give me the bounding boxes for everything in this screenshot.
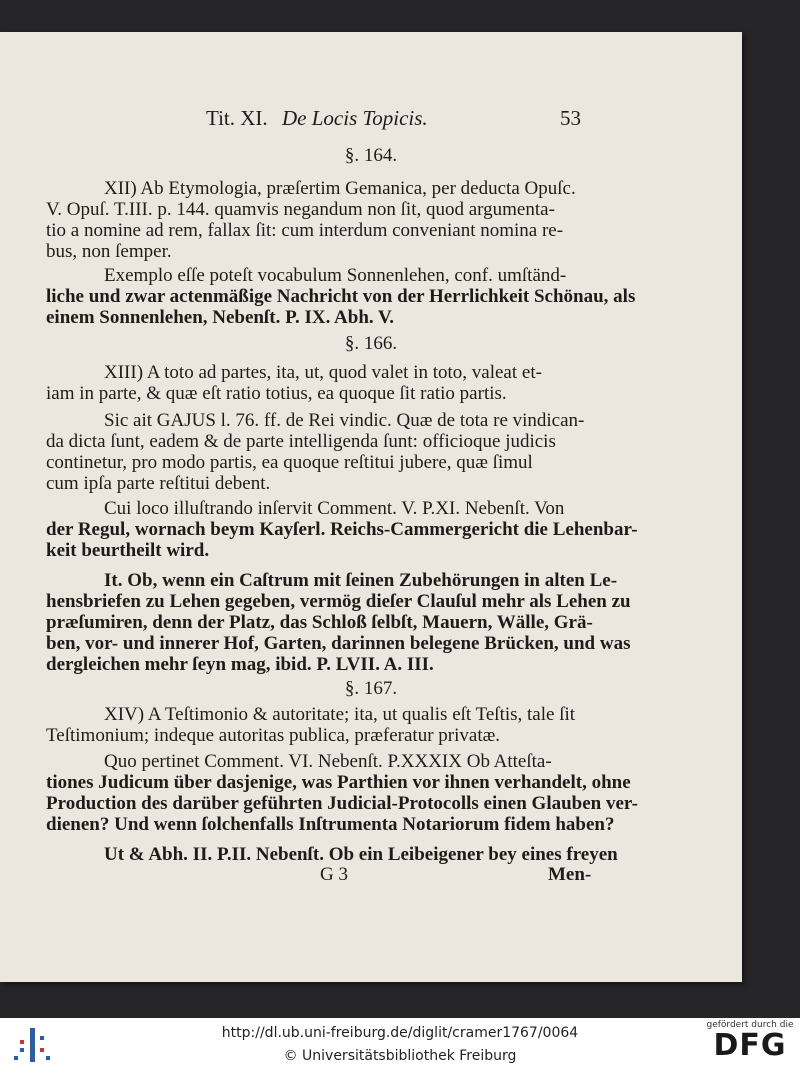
text-line: liche und zwar actenmäßige Nachricht von der Herrlichkeit Schönau, als: [46, 286, 636, 307]
text-line: V. Opuſ. T.III. p. 144. quamvis negandum non ſit, quod argumenta-: [46, 199, 555, 220]
book-page: [0, 32, 742, 982]
text-line: keit beurtheilt wird.: [46, 540, 210, 561]
copyright-notice: © Universitätsbibliothek Freiburg: [283, 1048, 517, 1064]
text-line: XIV) A Teſtimonio & autoritate; ita, ut qualis eſt Teſtis, tale ſit: [104, 704, 576, 725]
text-line: dienen? Und wenn ſolchenfalls Inſtrumenta Notariorum fidem haben?: [46, 814, 615, 835]
running-title-italic: De Locis Topicis.: [282, 106, 428, 130]
text-line: da dicta ſunt, eadem & de parte intelligenda ſunt: officioque judicis: [46, 431, 556, 452]
signature-mark: G 3: [320, 864, 348, 885]
text-line: Production des darüber geführten Judicial-Protocolls einen Glauben ver-: [46, 793, 638, 814]
text-line: cum ipſa parte reſtitui debent.: [46, 473, 271, 494]
page-number: 53: [560, 106, 581, 130]
text-line: Exemplo eſſe poteſt vocabulum Sonnenlehen, conf. umſtänd-: [104, 265, 567, 286]
section-heading: §. 164.: [344, 145, 398, 166]
text-line: continetur, pro modo partis, ea quoque reſtitui jubere, quæ ſimul: [46, 452, 533, 473]
text-line: XII) Ab Etymologia, præſertim Gemanica, per deducta Opuſc.: [104, 178, 576, 199]
text-line: bus, non ſemper.: [46, 241, 172, 262]
text-line: Sic ait GAJUS l. 76. ff. de Rei vindic. Quæ de tota re vindican-: [104, 410, 585, 431]
section-heading: §. 166.: [344, 333, 398, 354]
dfg-logo: [706, 1020, 794, 1068]
text-line: ben, vor- und innerer Hof, Garten, darinnen belegene Brücken, und was: [46, 633, 631, 654]
text-line: XIII) A toto ad partes, ita, ut, quod valet in toto, valeat et-: [104, 362, 542, 383]
source-url-link[interactable]: http://dl.ub.uni-freiburg.de/diglit/cramer1767/0064: [221, 1025, 579, 1041]
text-line: It. Ob, wenn ein Caſtrum mit ſeinen Zubehörungen in alten Le-: [104, 570, 618, 591]
text-line: Ut & Abh. II. P.II. Nebenſt. Ob ein Leibeigener bey eines freyen: [104, 844, 618, 865]
section-heading: §. 167.: [344, 678, 398, 699]
text-line: hensbriefen zu Lehen gegeben, vermög dieſer Clauſul mehr als Lehen zu: [46, 591, 631, 612]
text-line: dergleichen mehr ſeyn mag, ibid. P. LVII. A. III.: [46, 654, 434, 675]
text-line: Quo pertinet Comment. VI. Nebenſt. P.XXXIX Ob Atteſta-: [104, 751, 552, 772]
text-line: Teſtimonium; indeque autoritas publica, præferatur privatæ.: [46, 725, 501, 746]
running-title: Tit. XI.: [206, 106, 268, 130]
catchword: Men-: [548, 864, 592, 885]
dfg-logo-text: DFG: [713, 1028, 787, 1063]
text-line: der Regul, wornach beym Kayſerl. Reichs-Cammergericht die Lehenbar-: [46, 519, 638, 540]
text-line: præſumiren, denn der Platz, das Schloß ſelbſt, Mauern, Wälle, Grä-: [46, 612, 593, 633]
text-line: tio a nomine ad rem, fallax ſit: cum interdum conveniant nomina re-: [46, 220, 564, 241]
text-line: tiones Judicum über dasjenige, was Parthien vor ihnen verhandelt, ohne: [46, 772, 631, 793]
text-line: Cui loco illuſtrando inſervit Comment. V. P.XI. Nebenſt. Von: [104, 498, 565, 519]
text-line: iam in parte, & quæ eſt ratio totius, ea quoque ſit ratio partis.: [46, 383, 507, 404]
text-line: einem Sonnenlehen, Nebenſt. P. IX. Abh. V.: [46, 307, 395, 328]
funded-by-label: gefördert durch die: [706, 1020, 794, 1030]
